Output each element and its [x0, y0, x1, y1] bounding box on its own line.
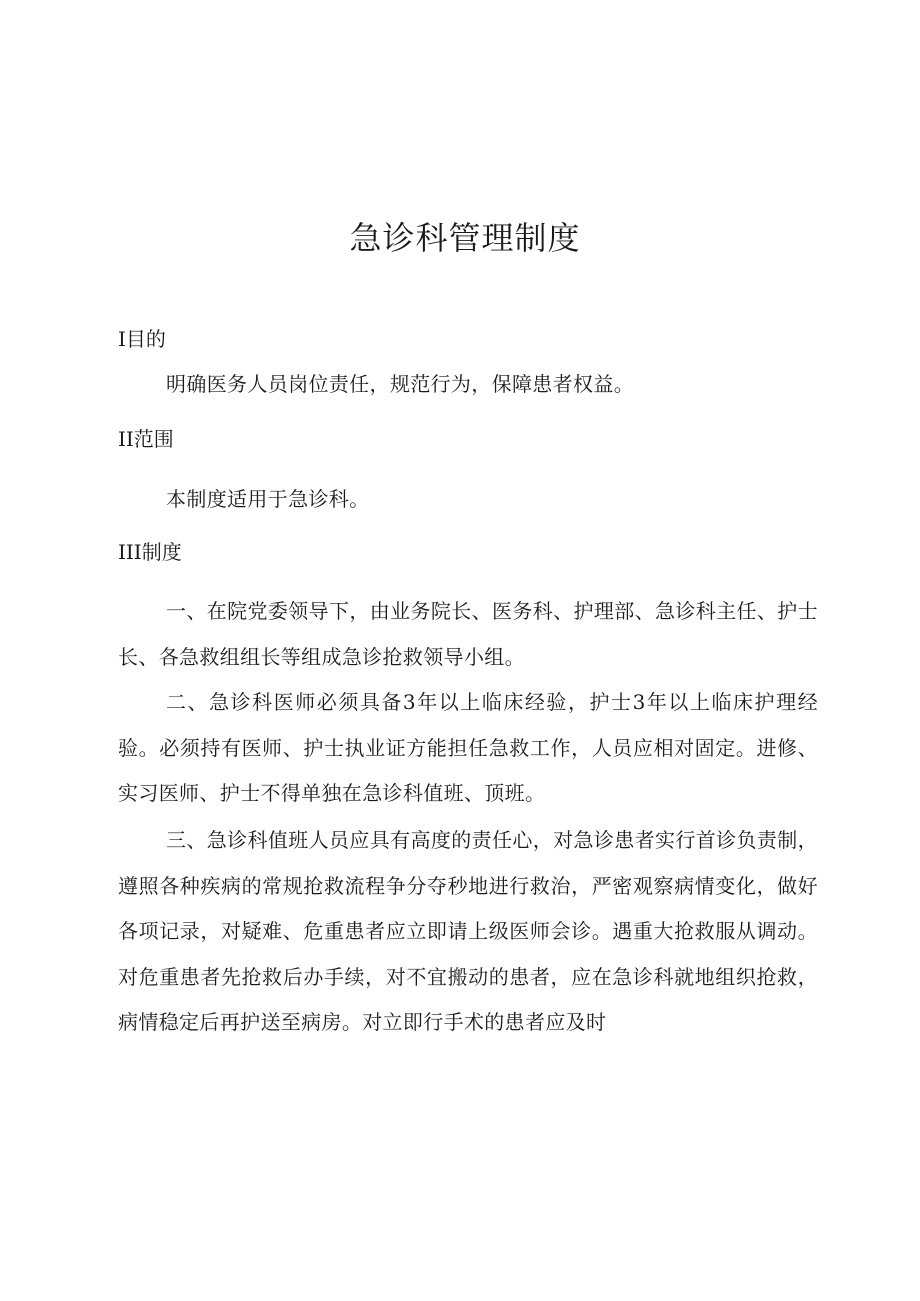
purpose-paragraph: 明确医务人员岗位责任，规范行为，保障患者权益。	[166, 372, 635, 396]
section-heading-scope: II范围	[118, 427, 174, 451]
scope-paragraph: 本制度适用于急诊科。	[166, 487, 370, 511]
section-heading-purpose: I目的	[118, 327, 166, 351]
rule-paragraph-2: 二、急诊科医师必须具备3年以上临床经验，护士3年以上临床护理经验。必须持有医师、护士执业证方能担任急救工作，人员应相对固定。进修、实习医师、护士不得单独在急诊科值班、顶班。	[118, 690, 818, 805]
rule-paragraph-3: 三、急诊科值班人员应具有高度的责任心，对急诊患者实行首诊负责制，遵照各种疾病的常规抢救流程争分夺秒地进行救治，严密观察病情变化，做好各项记录，对疑难、危重患者应立即请上级医师会诊。遇重大抢救服从调动。对危重患者先抢救后办手续，对不宜搬动的患者，应在急诊科就地组织抢救，病情稳定后再护送至病房。对立即行手术的患者应及时	[118, 828, 818, 1034]
page-title: 急诊科管理制度	[349, 219, 581, 257]
section-heading-rules: III制度	[118, 540, 182, 564]
rule-paragraph-1: 一、在院党委领导下，由业务院长、医务科、护理部、急诊科主任、护士长、各急救组组长等组成急诊抢救领导小组。	[118, 599, 818, 669]
